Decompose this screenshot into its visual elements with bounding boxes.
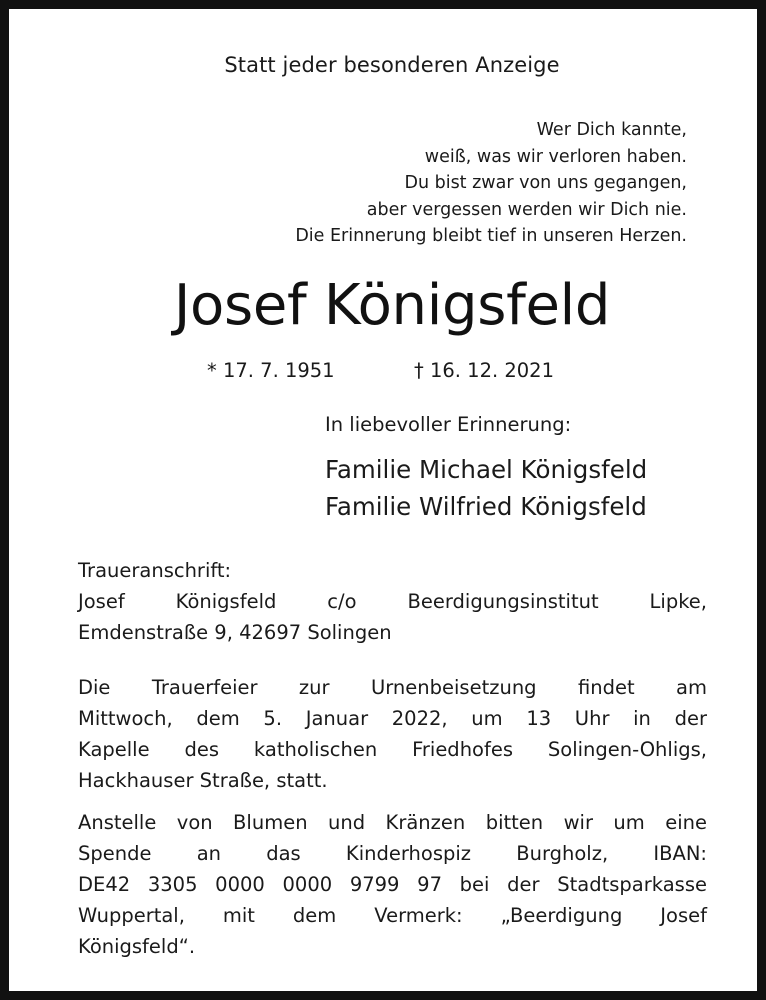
poem <box>295 117 687 250</box>
family-list <box>325 451 647 525</box>
ceremony-info <box>78 672 707 796</box>
intro-line: Statt jeder besonderen Anzeige <box>224 53 560 77</box>
address-line: Emdenstraße 9, 42697 Solingen <box>78 621 392 644</box>
ceremony-line: Die Trauerfeier zur Urnenbeisetzung findet am <box>78 676 707 699</box>
donation-request <box>78 807 707 962</box>
poem-line: Du bist zwar von uns gegangen, <box>404 173 687 193</box>
donation-line: Anstelle von Blumen und Kränzen bitten wir um eine <box>78 811 707 834</box>
memory-line: In liebevoller Erinnerung: <box>325 413 572 436</box>
donation-line: DE42 3305 0000 0000 9799 97 bei der Stadtsparkasse <box>78 873 707 896</box>
donation-line: Königsfeld“. <box>78 935 196 958</box>
poem-line: weiß, was wir verloren haben. <box>424 146 687 167</box>
mourning-address <box>78 555 707 648</box>
donation-line: Wuppertal, mit dem Vermerk: „Beerdigung Josef <box>78 904 707 927</box>
ceremony-line: Kapelle des katholischen Friedhofes Solingen-Ohligs, <box>78 738 707 761</box>
poem-line: Wer Dich kannte, <box>536 120 687 140</box>
deceased-name: Josef Königsfeld <box>173 273 611 338</box>
birth-date: * 17. 7. 1951 <box>207 359 335 382</box>
poem-line: aber vergessen werden wir Dich nie. <box>366 199 687 220</box>
ceremony-line: Hackhauser Straße, statt. <box>78 769 328 792</box>
family-name: Familie Michael Königsfeld <box>325 455 648 484</box>
ceremony-line: Mittwoch, dem 5. Januar 2022, um 13 Uhr in der <box>78 707 707 730</box>
address-label: Traueranschrift: <box>78 559 232 582</box>
donation-line: Spende an das Kinderhospiz Burgholz, IBAN: <box>78 842 707 865</box>
death-date: † 16. 12. 2021 <box>414 359 554 382</box>
family-name: Familie Wilfried Königsfeld <box>325 492 647 521</box>
address-line: Josef Königsfeld c/o Beerdigungsinstitut Lipke, <box>78 590 707 613</box>
poem-line: Die Erinnerung bleibt tief in unseren Herzen. <box>295 226 687 246</box>
